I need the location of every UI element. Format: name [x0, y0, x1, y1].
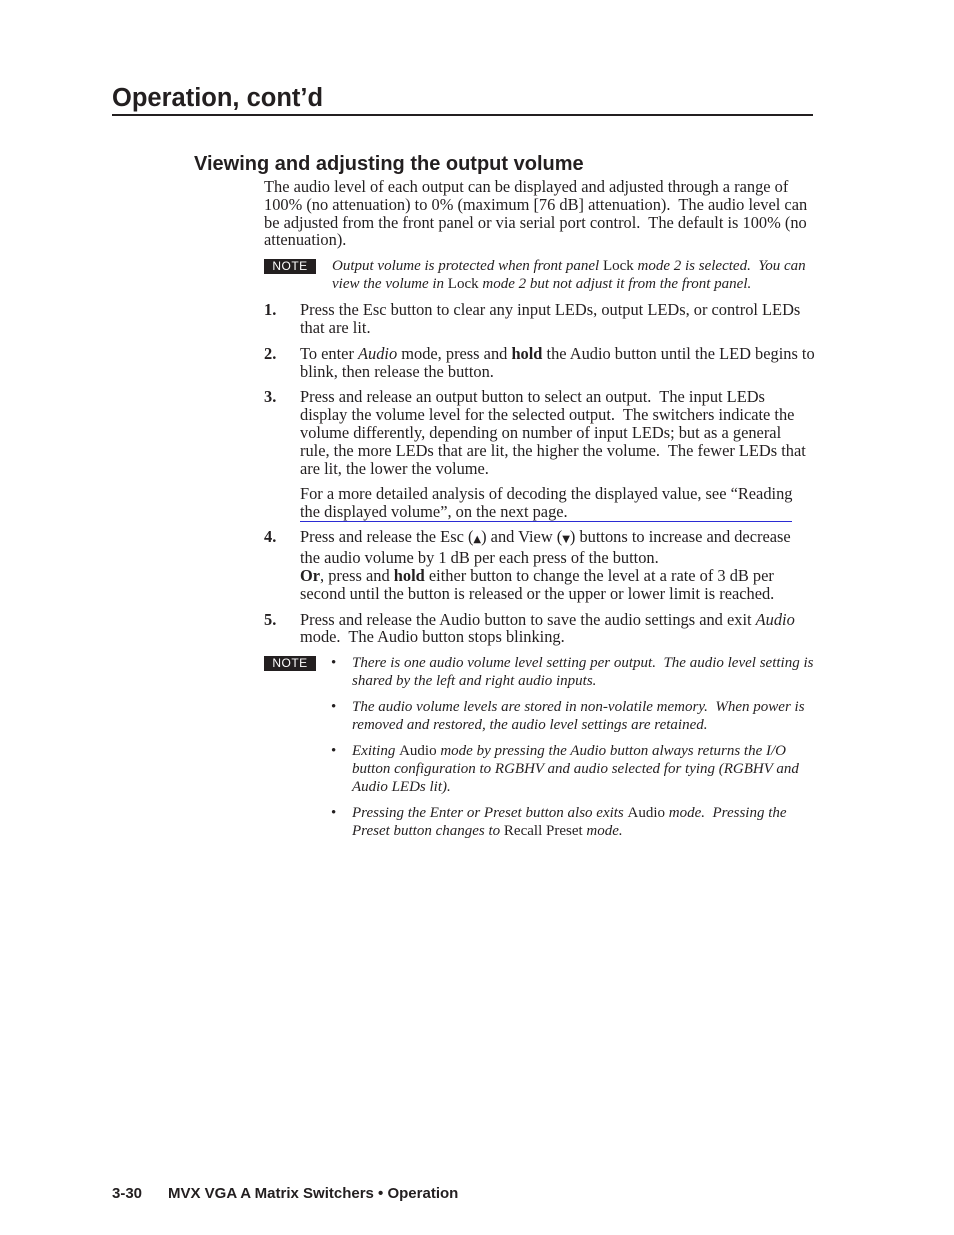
title-rule — [112, 114, 813, 116]
step-text: Press and release an output button to select an output. The input LEDs display the volume level for the selected output. The switchers indicate the volume differently, depending on number of input LEDs; but as a general rule, the more LEDs that are lit, the higher the volume. The fewer LEDs that are lit, the lower the volume. — [300, 387, 806, 478]
or-emphasis: Or — [300, 566, 321, 586]
step-body — [300, 345, 840, 381]
step-body — [300, 528, 840, 602]
section-body — [264, 178, 844, 840]
step-5 — [264, 611, 844, 647]
bullet-text: The audio volume levels are stored in non-volatile memory. When power is removed and restored, the audio level settings are retained. — [352, 699, 805, 734]
step-number: 1. — [264, 300, 277, 320]
step-text-run: the Audio button until the LED begins to blink, then release the button. — [300, 343, 815, 381]
bullet-mark: • — [331, 699, 337, 716]
up-triangle-icon: ▲ — [473, 534, 482, 546]
step-body — [300, 301, 840, 337]
step-text-run: ) buttons to increase and decrease the audio volume by 1 dB per each press of the button. — [300, 527, 791, 568]
bullet-mark: • — [331, 805, 337, 822]
note-text-run: mode 2 is selected. You can view the volume in — [332, 258, 806, 293]
bullet-text-run: mode. Pressing the Preset button changes to — [352, 805, 787, 840]
step-text-run: , press and — [320, 566, 394, 586]
list-item — [331, 742, 842, 796]
hold-emphasis: hold — [511, 343, 543, 363]
bullet-text — [352, 804, 842, 840]
step-body — [300, 611, 840, 647]
audio-mode-term: Audio — [358, 343, 398, 363]
bullet-mark: • — [331, 743, 337, 760]
note-1 — [264, 257, 844, 293]
hold-emphasis: hold — [393, 566, 425, 586]
step-number: 2. — [264, 343, 277, 363]
step-text: Press the Esc button to clear any input LEDs, output LEDs, or control LEDs that are lit. — [300, 300, 801, 337]
step-text — [300, 611, 840, 647]
page-title: Operation, cont’d — [112, 84, 324, 112]
step-1 — [264, 301, 844, 337]
recall-preset-term: Recall Preset — [503, 823, 583, 840]
footer-title: MVX VGA A Matrix Switchers • Operation — [168, 1185, 459, 1202]
step-3 — [264, 388, 844, 520]
step-text-run: To enter — [300, 343, 359, 363]
list-item — [331, 698, 842, 734]
bullet-text: There is one audio volume level setting per output. The audio level setting is shared by the left and right audio inputs. — [352, 655, 814, 690]
intro-paragraph: The audio level of each output can be displayed and adjusted through a range of 100% (no attenuation) to 0% (maximum [76 dB] attenuation). The audio level can be adjusted from the front panel or via serial port control. The default is 100% (no attenuation). — [264, 177, 808, 250]
step-text-run: mode, press and — [397, 343, 512, 363]
lock-term: Lock — [447, 276, 479, 293]
step-text — [300, 528, 840, 567]
page-footer — [112, 1184, 458, 1204]
reading-displayed-volume-link[interactable]: For a more detailed analysis of decoding the displayed value, see “Reading the displayed volume”, on the next page. — [300, 484, 793, 522]
step-4 — [264, 528, 844, 602]
step-number: 5. — [264, 609, 277, 629]
step-number: 4. — [264, 527, 277, 547]
lock-term: Lock — [602, 258, 634, 275]
step-number: 3. — [264, 387, 277, 407]
step-text-run: either button to change the level at a rate of 3 dB per second until the button is released or the upper or lower limit is reached. — [300, 566, 775, 603]
audio-mode-term: Audio — [755, 609, 795, 629]
page-number: 3-30 — [112, 1185, 143, 1202]
step-text-run: Press and release the Audio button to save the audio settings and exit — [300, 609, 756, 629]
bullet-text-run: mode by pressing the Audio button always returns the I/O button configuration to RGBHV and audio selected for tying (RGBHV and Audio LEDs lit). — [352, 743, 799, 796]
bullet-text-run: mode. — [582, 823, 623, 840]
note-2-bullet-list — [331, 654, 842, 840]
note-1-text — [332, 257, 842, 293]
note-2 — [264, 654, 844, 840]
step-text-run: mode. The Audio button stops blinking. — [300, 627, 565, 647]
note-text-run: Output volume is protected when front panel — [332, 258, 603, 275]
audio-mode-term: Audio — [627, 805, 666, 822]
bullet-text-run: Exiting — [352, 743, 400, 760]
note-badge: NOTE — [264, 656, 316, 671]
note-badge: NOTE — [264, 259, 316, 274]
bullet-mark: • — [331, 655, 337, 672]
bullet-text-run: Pressing the Enter or Preset button also exits — [352, 805, 628, 822]
step-text — [300, 345, 840, 381]
section-heading: Viewing and adjusting the output volume — [194, 153, 584, 175]
step-text-run: ) and View ( — [481, 527, 563, 547]
step-text-run: Press and release the Esc ( — [300, 527, 474, 547]
note-text-run: mode 2 but not adjust it from the front panel. — [478, 276, 752, 293]
step-body — [300, 388, 840, 520]
down-triangle-icon: ▼ — [562, 534, 570, 546]
step-4-alternative — [300, 567, 840, 603]
list-item — [331, 654, 842, 690]
step-2 — [264, 345, 844, 381]
list-item — [331, 804, 842, 840]
bullet-text — [352, 742, 842, 796]
audio-mode-term: Audio — [399, 743, 437, 760]
